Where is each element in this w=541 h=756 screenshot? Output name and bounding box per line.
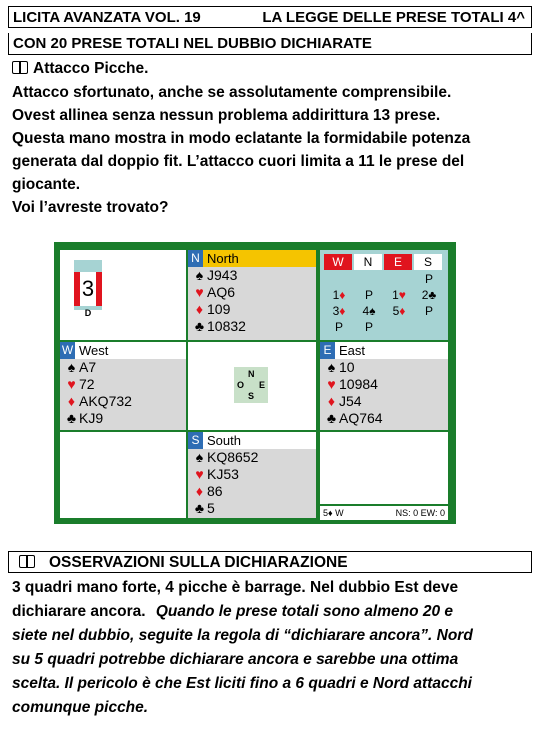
north-clubs (188, 318, 316, 335)
cards: 10 (339, 359, 355, 375)
auction-head-w: W (324, 254, 352, 270)
south-name: South (207, 433, 241, 448)
east-header (320, 342, 448, 359)
heart-icon: ♥ (327, 376, 336, 392)
obs-line: 3 quadri mano forte, 4 picche è barrage. Nel dubbio Est deve (12, 579, 459, 596)
obs-line: scelta. Il pericolo è che Est liciti fino a 6 quadri e Nord attacchi (12, 675, 472, 692)
chapter-header (8, 6, 532, 28)
bid: 1♥ (392, 288, 406, 302)
cards: 86 (207, 483, 223, 499)
diamond-icon: ♦ (327, 393, 336, 409)
deal-diagram (54, 242, 456, 524)
cards: A7 (79, 359, 97, 375)
book-icon (12, 61, 28, 74)
spade-icon: ♠ (195, 449, 204, 465)
south-seat: S (188, 432, 203, 449)
intro-line: generata dal doppio fit. L’attacco cuori limita a 11 le prese del (12, 153, 465, 170)
lead-line (12, 57, 532, 80)
north-spades (188, 267, 316, 284)
compass-n: N (248, 369, 255, 379)
contract-result: 5♦ W (323, 508, 344, 518)
bid (324, 288, 354, 302)
obs-text-italic: Quando le prese totali sono almeno 20 e (155, 603, 454, 620)
bid: 3♦ (332, 304, 346, 318)
intro-line: Questa mano mostra in modo eclatante la formidabile potenza (12, 130, 471, 147)
cards: 10984 (339, 376, 378, 392)
board-number: 3 (80, 272, 96, 306)
result-bar (320, 506, 448, 520)
bid: P (364, 320, 373, 334)
cards: KQ8652 (207, 449, 259, 465)
subheader-text: CON 20 PRESE TOTALI NEL DUBBIO DICHIARATE (13, 35, 372, 52)
score-info: NS: 0 EW: 0 (395, 508, 445, 518)
section-subheader (8, 33, 532, 55)
club-icon: ♣ (326, 410, 337, 426)
spade-icon: ♠ (195, 267, 204, 283)
east-spades (320, 359, 448, 376)
south-spades (188, 449, 316, 466)
east-diamonds (320, 393, 448, 410)
cards: AQ764 (339, 410, 383, 426)
obs-text: dichiarare ancora. (12, 603, 146, 620)
compass (234, 367, 268, 403)
north-diamonds (188, 301, 316, 318)
intro-line: Voi l’avreste trovato? (12, 199, 169, 216)
board-info (60, 250, 186, 340)
club-icon: ♣ (66, 410, 77, 426)
south-diamonds (188, 483, 316, 500)
west-hand (60, 342, 186, 430)
obs-line: siete nel dubbio, seguite la regola di “dichiarare ancora”. Nord (12, 627, 473, 644)
vuln-marker-right (96, 272, 102, 306)
observations-header (8, 551, 532, 573)
bid: 5♦ (392, 304, 406, 318)
north-seat: N (188, 250, 203, 267)
empty-panel (60, 432, 186, 518)
west-hearts (60, 376, 186, 393)
bid: 4♠ (362, 304, 376, 318)
bid: P (424, 272, 433, 286)
cards: KJ53 (207, 466, 239, 482)
observations-title: OSSERVAZIONI SULLA DICHIARAZIONE (49, 554, 348, 571)
west-diamonds (60, 393, 186, 410)
east-name: East (339, 343, 366, 358)
auction-head-n: N (354, 254, 382, 270)
west-spades (60, 359, 186, 376)
cards: J54 (339, 393, 362, 409)
compass-s: S (248, 391, 255, 401)
east-hand (320, 342, 448, 430)
book-title: LICITA AVANZATA VOL. 19 (13, 9, 201, 26)
chapter-title: LA LEGGE DELLE PRESE TOTALI 4^ (262, 9, 525, 26)
north-name: North (207, 251, 239, 266)
diamond-icon: ♦ (195, 483, 204, 499)
lead-label: Attacco Picche. (33, 60, 149, 77)
intro-line: Ovest allinea senza nessun problema addirittura 13 prese. (12, 107, 441, 124)
intro-line: Attacco sfortunato, anche se assolutamente comprensibile. (12, 84, 452, 101)
auction-head-e: E (384, 254, 412, 270)
obs-line: su 5 quadri potrebbe dichiarare ancora e sarebbe una ottima (12, 651, 459, 668)
obs-line: comunque picche. (12, 699, 149, 716)
heart-icon: ♥ (195, 466, 204, 482)
empty-panel (320, 432, 448, 504)
book-icon (19, 555, 35, 568)
north-hand (188, 250, 316, 340)
north-hearts (188, 284, 316, 301)
diamond-icon: ♦ (195, 301, 204, 317)
intro-line: giocante. (12, 176, 81, 193)
compass-w: O (237, 380, 245, 390)
east-clubs (320, 410, 448, 427)
cards: AQ6 (207, 284, 236, 300)
cards: 109 (207, 301, 231, 317)
board-number-box (74, 260, 102, 318)
cards: AKQ732 (79, 393, 132, 409)
east-hearts (320, 376, 448, 393)
west-seat: W (61, 343, 74, 357)
cards: 72 (79, 376, 95, 392)
north-header (188, 250, 316, 267)
heart-icon: ♥ (195, 284, 204, 300)
club-icon: ♣ (194, 500, 205, 516)
auction-table (320, 250, 448, 340)
dealer-marker: D (84, 308, 92, 318)
auction-head-s: S (414, 254, 442, 270)
bid: P (364, 288, 373, 302)
compass-panel (188, 342, 316, 430)
south-clubs (188, 500, 316, 517)
bid: 2♣ (421, 288, 437, 302)
cards: 5 (207, 500, 215, 516)
bid: P (424, 304, 433, 318)
south-hearts (188, 466, 316, 483)
west-clubs (60, 410, 186, 427)
compass-e: E (259, 380, 266, 390)
spade-icon: ♠ (67, 359, 76, 375)
diamond-icon: ♦ (67, 393, 76, 409)
cards: 10832 (207, 318, 246, 334)
spade-icon: ♠ (327, 359, 336, 375)
south-hand (188, 432, 316, 518)
cards: KJ9 (79, 410, 104, 426)
west-name: West (79, 343, 109, 358)
west-header (60, 342, 186, 359)
south-header (188, 432, 316, 449)
east-seat: E (320, 342, 335, 359)
heart-icon: ♥ (67, 376, 76, 392)
club-icon: ♣ (194, 318, 205, 334)
bid: P (334, 320, 343, 334)
obs-line (12, 600, 532, 623)
bid-text: 1♦ (332, 288, 346, 302)
cards: J943 (207, 267, 238, 283)
